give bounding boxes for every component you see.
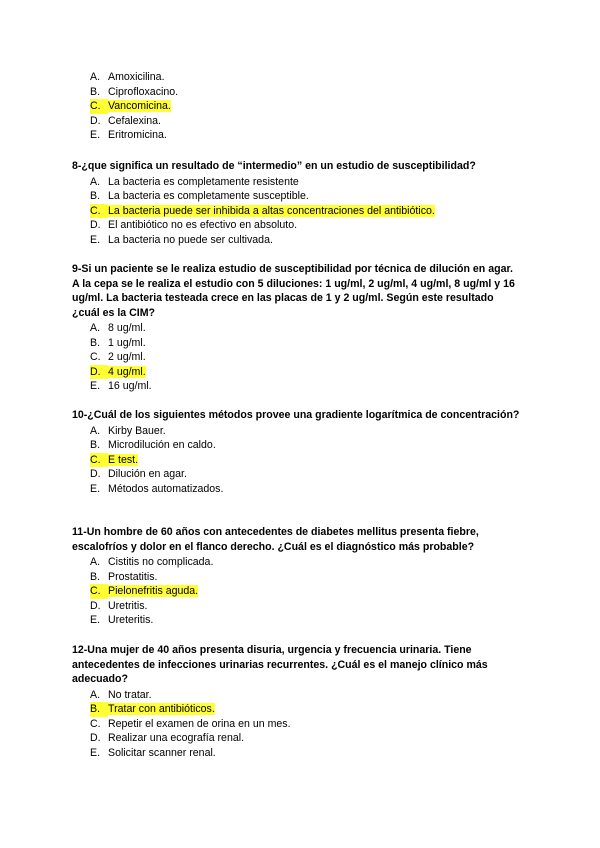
options-list bbox=[72, 70, 522, 143]
option-d: D. El antibiótico no es efectivo en absoluto. bbox=[90, 219, 298, 232]
question-text: 9-Si un paciente se le realiza estudio de susceptibilidad por técnica de dilución en agar. A la cepa se le realiza el estudio con 5 diluciones: 1 ug/ml, 2 ug/ml, 4 ug/ml, 8 ug/ml y 16 ug/ml. La bacteria testeada crece en las placas de 1 y 2 ug/ml. Según este resultado ¿cuál es la CIM? bbox=[72, 263, 515, 319]
option-b: B. Ciprofloxacino. bbox=[90, 85, 179, 98]
option-e: E. La bacteria no puede ser cultivada. bbox=[90, 233, 273, 246]
question-12 bbox=[72, 643, 522, 760]
options-list bbox=[72, 424, 522, 497]
options-list bbox=[72, 321, 522, 394]
option-a: A. Cistitis no complicada. bbox=[90, 556, 214, 568]
options-list bbox=[72, 555, 522, 628]
question-text: 10-¿Cuál de los siguientes métodos provee una gradiente logarítmica de concentración? bbox=[72, 409, 520, 421]
option-d: D. Cefalexina. bbox=[90, 114, 161, 127]
option-d: D. 4 ug/ml. bbox=[90, 365, 146, 378]
option-b: B. Prostatitis. bbox=[90, 570, 158, 583]
option-c: C. Vancomicina. bbox=[90, 100, 171, 113]
option-e: E. Eritromicina. bbox=[90, 129, 167, 142]
option-a: A. 8 ug/ml. bbox=[90, 322, 146, 334]
question-7 bbox=[72, 70, 522, 143]
question-9 bbox=[72, 262, 522, 394]
option-d: D. Dilución en agar. bbox=[90, 468, 187, 481]
option-a: A. Kirby Bauer. bbox=[90, 424, 166, 437]
option-e: E. Ureteritis. bbox=[90, 614, 154, 627]
option-d: D. Uretritis. bbox=[90, 599, 148, 612]
option-d: D. Realizar una ecografía renal. bbox=[90, 732, 245, 745]
option-e: E. Métodos automatizados. bbox=[90, 482, 224, 495]
question-text: 12-Una mujer de 40 años presenta disuria, urgencia y frecuencia urinaria. Tiene antecedentes de infecciones urinarias recurrentes. ¿Cuál es el manejo clínico más adecuado? bbox=[72, 644, 488, 685]
option-a: A. Amoxicilina. bbox=[90, 71, 165, 83]
question-11 bbox=[72, 525, 522, 628]
option-c: C. 2 ug/ml. bbox=[90, 351, 146, 364]
option-a: A. No tratar. bbox=[90, 688, 152, 701]
options-list bbox=[72, 688, 522, 761]
option-c: C. La bacteria puede ser inhibida a altas concentraciones del antibiótico. bbox=[90, 204, 435, 217]
question-text: 11-Un hombre de 60 años con antecedentes de diabetes mellitus presenta fiebre, escalofríos y dolor en el flanco derecho. ¿Cuál es el diagnóstico más probable? bbox=[72, 526, 479, 553]
option-b: B. La bacteria es completamente susceptible. bbox=[90, 190, 309, 203]
option-c: C. E test. bbox=[90, 453, 139, 466]
option-c: C. Pielonefritis aguda. bbox=[90, 585, 199, 598]
option-b: B. Tratar con antibióticos. bbox=[90, 703, 215, 716]
option-b: B. Microdilución en caldo. bbox=[90, 439, 216, 452]
question-text: 8-¿que significa un resultado de “intermedio” en un estudio de susceptibilidad? bbox=[72, 160, 476, 172]
question-10 bbox=[72, 408, 522, 496]
option-e: E. 16 ug/ml. bbox=[90, 380, 152, 393]
option-c: C. Repetir el examen de orina en un mes. bbox=[90, 717, 291, 730]
option-e: E. Solicitar scanner renal. bbox=[90, 746, 216, 759]
option-a: A. La bacteria es completamente resistente bbox=[90, 175, 299, 188]
options-list bbox=[72, 175, 522, 248]
option-b: B. 1 ug/ml. bbox=[90, 336, 146, 349]
question-8 bbox=[72, 159, 522, 247]
